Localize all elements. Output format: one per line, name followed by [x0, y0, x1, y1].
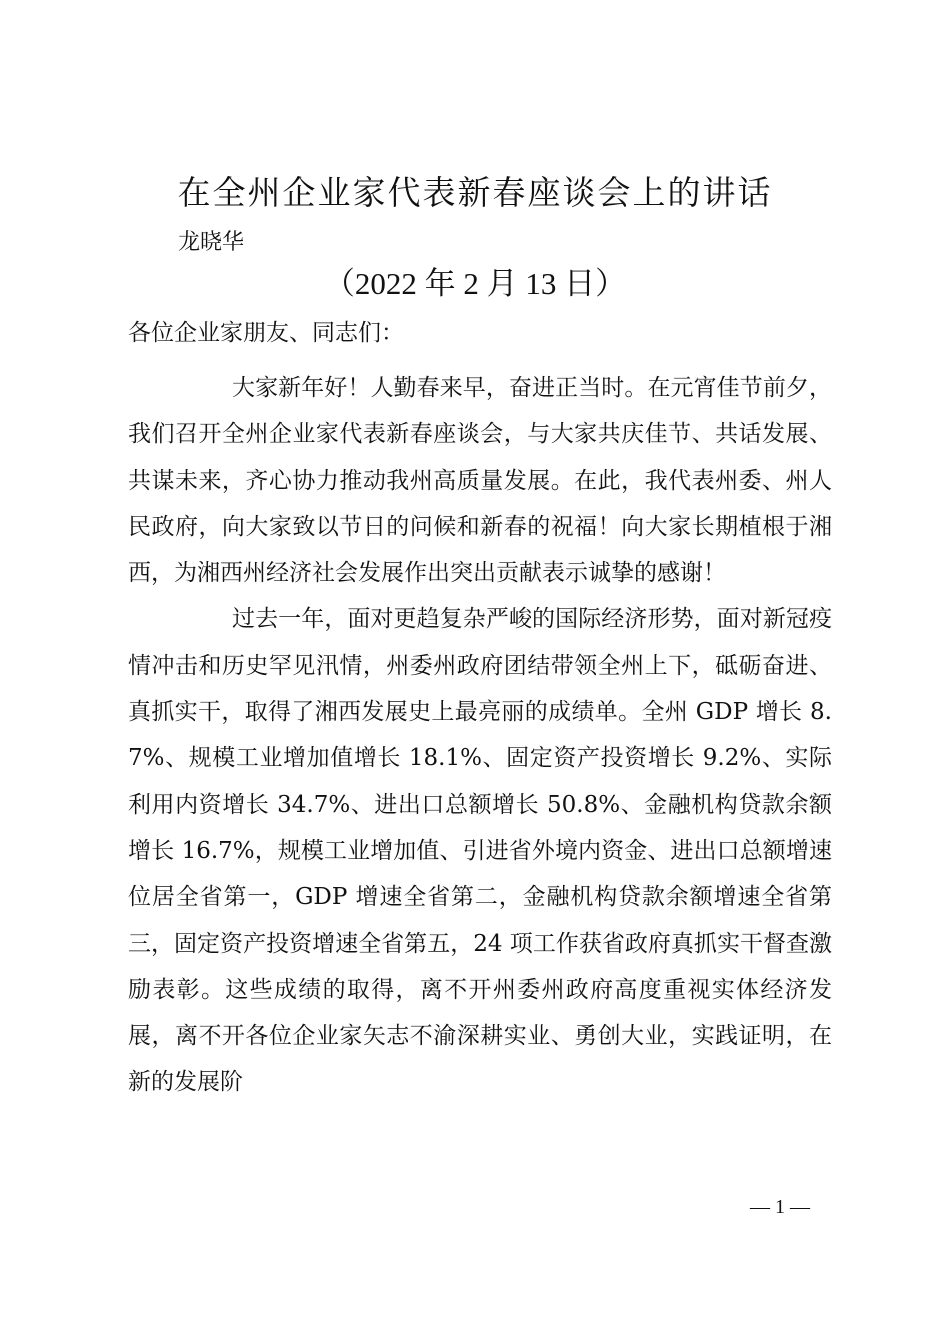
salutation: 各位企业家朋友、同志们：: [128, 320, 404, 346]
document-title: 在全州企业家代表新春座谈会上的讲话: [177, 173, 773, 212]
paragraph-achievements: 过去一年，面对更趋复杂严峻的国际经济形势，面对新冠疫情冲击和历史罕见汛情，州委州政府团结带领全州上下，砥砺奋进、真抓实干，取得了湘西发展史上最亮丽的成绩单。全州 GDP 增长 8.7%、规模工业增加值增长 18.1%、固定资产投资增长 9.2%、实际利用内资增长 34.7%、进出口总额增长 50.8%、金融机构贷款余额增长 16.7%，规模工业增加值、引进省外境内资金、进出口总额增速位居全省第一，GDP 增速全省第二，金融机构贷款余额增速全省第三，固定资产投资增速全省第五，24 项工作获省政府真抓实干督查激励表彰。这些成绩的取得，离不开州委州政府高度重视实体经济发展，离不开各位企业家矢志不渝深耕实业、勇创大业，实践证明，在新的发展阶: [128, 606, 832, 1096]
document-body: [128, 365, 832, 1106]
document-author: 龙晓华: [178, 230, 245, 255]
document-date: （2022 年 2 月 13 日）: [323, 266, 627, 301]
page-number: — 1 —: [750, 1196, 810, 1218]
paragraph-greeting: 大家新年好！人勤春来早，奋进正当时。在元宵佳节前夕，我们召开全州企业家代表新春座谈会，与大家共庆佳节、共话发展、共谋未来，齐心协力推动我州高质量发展。在此，我代表州委、州人民政府，向大家致以节日的问候和新春的祝福！向大家长期植根于湘西，为湘西州经济社会发展作出突出贡献表示诚挚的感谢！: [128, 375, 832, 587]
